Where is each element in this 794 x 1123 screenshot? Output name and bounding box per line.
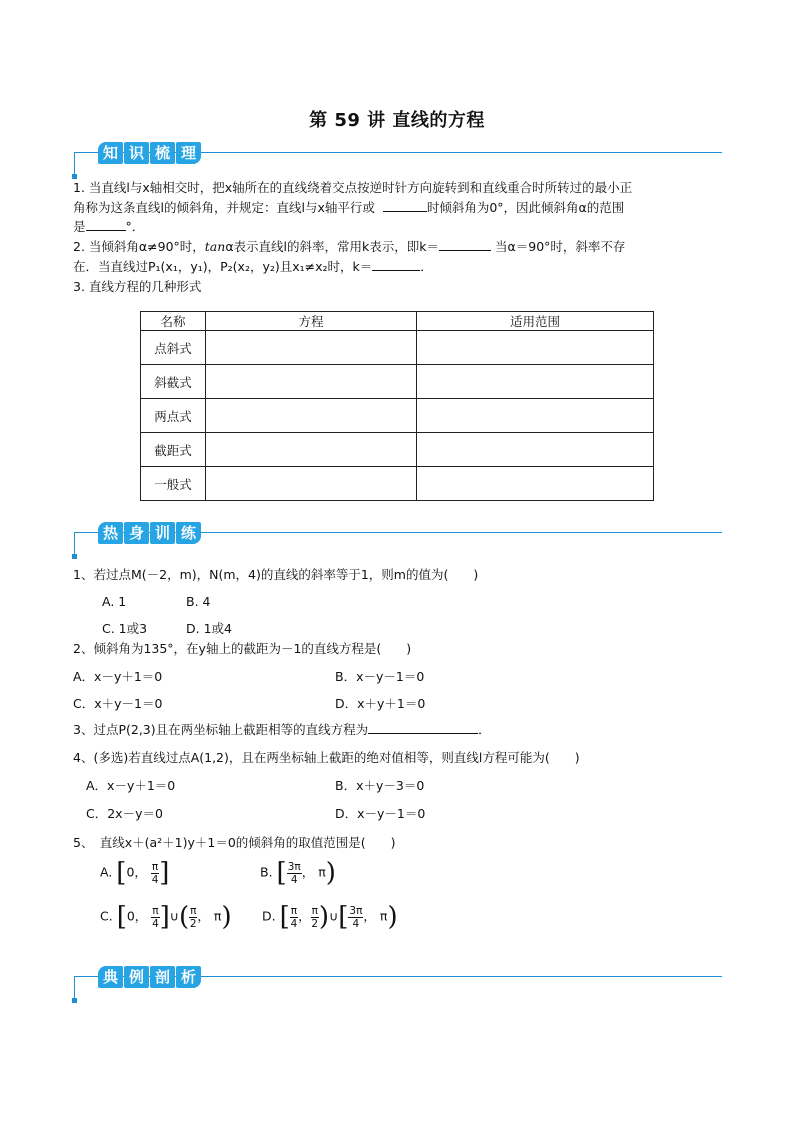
table-header: 名称 (141, 312, 206, 331)
line-forms-table (140, 311, 654, 501)
q5-option-d: D. [ $\frac{\pi}{4}$ ， $\frac{\pi}{2}$ )∪[ $\frac{3\pi}{4}$ ， π) (262, 902, 398, 932)
fraction: $\frac{\pi}{4}$ (152, 904, 159, 930)
q4-option: B．x＋y－3＝0 (335, 778, 425, 793)
page-title: 第 59 讲 直线的方程 (309, 110, 485, 131)
table-cell (417, 467, 654, 501)
question-5: 5、 直线x＋(a²＋1)y＋1＝0的倾斜角的取值范围是( ) (73, 835, 396, 850)
q1-option: D. 1或4 (186, 621, 232, 636)
answer-blank (372, 258, 420, 271)
fraction: $\frac{\pi}{2}$ (311, 904, 319, 930)
q1-option: A. 1 (102, 594, 127, 609)
answer-blank (368, 721, 478, 734)
answer-blank (383, 199, 427, 212)
fraction: $\frac{3\pi}{4}$ (349, 904, 363, 930)
question-2: 2、倾斜角为135°，在y轴上的截距为－1的直线方程是( ) (73, 641, 412, 656)
q1-option: C. 1或3 (102, 621, 148, 636)
q4-option: C．2x－y＝0 (86, 806, 163, 821)
section-badge-char: 梳 (150, 142, 175, 164)
q4-option: A．x－y＋1＝0 (86, 778, 176, 793)
section-header-warmup (72, 522, 722, 558)
table-cell (417, 399, 654, 433)
table-row: 两点式 (141, 399, 654, 433)
section-badge-char: 析 (176, 966, 201, 988)
section-badge-char: 热 (98, 522, 123, 544)
table-cell (206, 365, 417, 399)
section-header-examples (72, 966, 722, 1002)
q5-option-c: C. [0， $\frac{\pi}{4}$ ]∪( $\frac{\pi}{2}$ ， π) (100, 902, 232, 932)
knowledge-paragraph-1: 1. 当直线l与x轴相交时，把x轴所在的直线绕着交点按逆时针方向旋转到和直线重合时所转过的最小正 角称为这条直线l的倾斜角，并规定：直线l与x轴平行或 时倾斜角为0°，因此倾斜角α的范围 是 °． (73, 180, 633, 234)
table-header: 方程 (206, 312, 417, 331)
section-badge-char: 典 (98, 966, 123, 988)
table-cell (206, 433, 417, 467)
q5-option-a: A. [0， $\frac{\pi}{4}$ ] (100, 858, 170, 888)
question-4: 4、(多选)若直线过点A(1,2)，且在两坐标轴上截距的绝对值相等，则直线l方程可能为( ) (73, 750, 580, 765)
question-3: 3、过点P(2,3)且在两坐标轴上截距相等的直线方程为 ． (73, 722, 491, 737)
fraction: $\frac{\pi}{4}$ (151, 860, 159, 886)
table-cell (417, 331, 654, 365)
table-cell (206, 467, 417, 501)
q5-option-b: B. [ $\frac{3\pi}{4}$ ， π) (260, 858, 336, 888)
section-badge-char: 例 (124, 966, 149, 988)
section-badge-char: 训 (150, 522, 175, 544)
table-row: 斜截式 (141, 365, 654, 399)
section-badge-char: 身 (124, 522, 149, 544)
table-row: 点斜式 (141, 331, 654, 365)
answer-blank (86, 218, 126, 231)
question-1: 1、若过点M(－2，m)，N(m，4)的直线的斜率等于1，则m的值为( ) (73, 567, 479, 582)
section-badge-char: 剖 (150, 966, 175, 988)
q2-option: C．x＋y－1＝0 (73, 696, 163, 711)
table-header: 适用范围 (417, 312, 654, 331)
table-cell (206, 399, 417, 433)
q2-option: D．x＋y＋1＝0 (335, 696, 426, 711)
section-header-knowledge (72, 142, 722, 178)
table-cell (417, 365, 654, 399)
answer-blank (439, 238, 491, 251)
fraction: $\frac{\pi}{2}$ (189, 904, 197, 930)
section-badge-char: 识 (124, 142, 149, 164)
section-badge-char: 知 (98, 142, 123, 164)
table-cell (206, 331, 417, 365)
q2-option: B．x－y－1＝0 (335, 669, 425, 684)
section-badge-char: 练 (176, 522, 201, 544)
q4-option: D．x－y－1＝0 (335, 806, 426, 821)
knowledge-paragraph-3: 3. 直线方程的几种形式 (73, 279, 202, 294)
fraction: $\frac{3\pi}{4}$ (287, 860, 301, 886)
table-row: 截距式 (141, 433, 654, 467)
section-badge-char: 理 (176, 142, 201, 164)
table-row: 一般式 (141, 467, 654, 501)
q2-option: A．x－y＋1＝0 (73, 669, 163, 684)
q1-option: B. 4 (186, 594, 211, 609)
table-cell (417, 433, 654, 467)
knowledge-paragraph-2: 2. 当倾斜角α≠90°时，tanα表示直线l的斜率，常用k表示，即k＝ 当α＝90°时，斜率不存 在．当直线过P₁(x₁，y₁)，P₂(x₂，y₂)且x₁≠x₂时，k＝ ． (73, 239, 626, 274)
fraction: $\frac{\pi}{4}$ (290, 904, 298, 930)
